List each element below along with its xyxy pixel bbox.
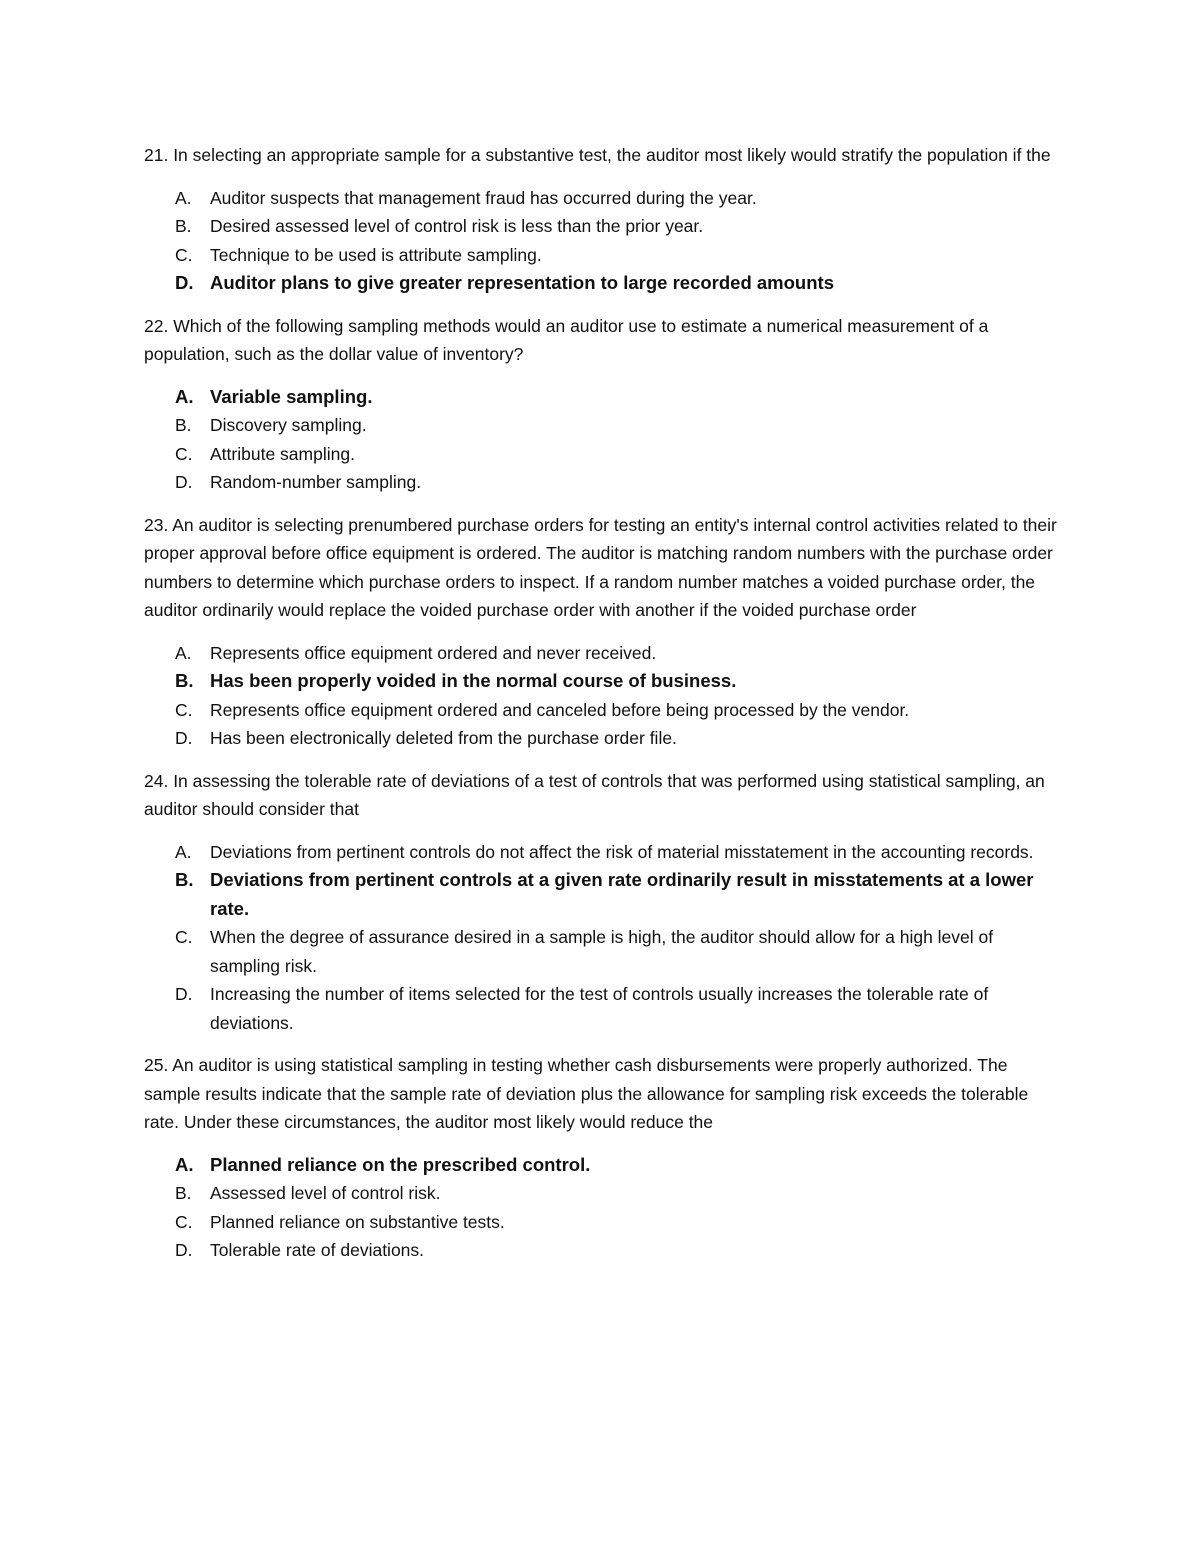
answer-option	[144, 696, 1064, 725]
answer-option	[144, 1236, 1064, 1265]
question-25	[144, 1051, 1064, 1265]
option-text: Variable sampling.	[210, 385, 373, 407]
answer-option	[144, 1208, 1064, 1237]
answer-option	[144, 1151, 1064, 1180]
option-letter: A.	[175, 187, 192, 208]
question-24	[144, 767, 1064, 1038]
answer-option	[144, 866, 1064, 923]
option-letter: A.	[175, 642, 192, 663]
option-text: Increasing the number of items selected for the test of controls usually increases the tolerable rate of deviations.	[210, 984, 989, 1033]
option-text: Planned reliance on the prescribed control.	[210, 1153, 591, 1175]
question-stem: 24. In assessing the tolerable rate of deviations of a test of controls that was performed using statistical sampling, an auditor should consider that	[144, 770, 1045, 819]
option-text: Technique to be used is attribute sampling.	[210, 244, 542, 265]
option-text: Has been electronically deleted from the purchase order file.	[210, 728, 677, 748]
option-letter: D.	[175, 272, 194, 293]
option-text: Deviations from pertinent controls do not affect the risk of material misstatement in the accounting records.	[210, 841, 1034, 862]
question-list	[144, 141, 1064, 1279]
answer-option	[144, 724, 1064, 753]
answer-options	[144, 639, 1064, 753]
answer-options	[144, 1151, 1064, 1265]
answer-option	[144, 980, 1064, 1037]
option-text: Auditor suspects that management fraud has occurred during the year.	[210, 187, 757, 208]
option-text: Represents office equipment ordered and canceled before being processed by the vendor.	[210, 699, 910, 720]
question-21	[144, 141, 1064, 298]
answer-options	[144, 383, 1064, 497]
question-stem: 25. An auditor is using statistical sampling in testing whether cash disbursements were properly authorized. The sample results indicate that the sample rate of deviation plus the allowance for sampling risk exceeds the tolerable rate. Under these circumstances, the auditor most likely would reduce the	[144, 1055, 1029, 1132]
option-text: Planned reliance on substantive tests.	[210, 1211, 505, 1232]
option-text: Desired assessed level of control risk is less than the prior year.	[210, 216, 704, 236]
question-22	[144, 312, 1064, 497]
option-letter: C.	[175, 699, 193, 720]
option-letter: B.	[175, 216, 192, 236]
answer-options	[144, 184, 1064, 298]
question-stem: 21. In selecting an appropriate sample for a substantive test, the auditor most likely would stratify the population if the	[144, 145, 1051, 165]
answer-option	[144, 241, 1064, 270]
question-stem: 22. Which of the following sampling methods would an auditor use to estimate a numerical measurement of a population, such as the dollar value of inventory?	[144, 315, 989, 364]
option-letter: B.	[175, 1183, 192, 1203]
answer-option	[144, 1179, 1064, 1208]
option-letter: D.	[175, 1240, 193, 1260]
option-text: When the degree of assurance desired in a sample is high, the auditor should allow for a high level of sampling risk.	[210, 927, 994, 976]
option-text: Deviations from pertinent controls at a given rate ordinarily result in misstatements at a lower rate.	[210, 869, 1034, 919]
option-letter: C.	[175, 1211, 193, 1232]
option-letter: C.	[175, 244, 193, 265]
option-text: Attribute sampling.	[210, 443, 355, 464]
answer-option	[144, 838, 1064, 867]
option-letter: D.	[175, 472, 193, 492]
option-letter: C.	[175, 927, 193, 947]
option-letter: A.	[175, 1153, 194, 1175]
option-text: Has been properly voided in the normal course of business.	[210, 670, 737, 691]
option-letter: B.	[175, 415, 192, 435]
question-23	[144, 511, 1064, 753]
answer-options	[144, 838, 1064, 1038]
option-text: Random-number sampling.	[210, 472, 422, 492]
option-text: Auditor plans to give greater representation to large recorded amounts	[210, 272, 834, 293]
option-text: Discovery sampling.	[210, 415, 367, 435]
option-letter: B.	[175, 869, 194, 890]
answer-option	[144, 184, 1064, 213]
answer-option	[144, 411, 1064, 440]
answer-option	[144, 639, 1064, 668]
answer-option	[144, 923, 1064, 980]
option-letter: A.	[175, 385, 194, 407]
option-text: Assessed level of control risk.	[210, 1183, 441, 1203]
option-letter: C.	[175, 443, 193, 464]
option-text: Represents office equipment ordered and never received.	[210, 642, 657, 663]
answer-option	[144, 468, 1064, 497]
option-letter: D.	[175, 984, 193, 1004]
answer-option	[144, 383, 1064, 412]
option-letter: D.	[175, 728, 193, 748]
answer-option	[144, 667, 1064, 696]
option-letter: B.	[175, 670, 194, 691]
option-text: Tolerable rate of deviations.	[210, 1240, 425, 1260]
question-stem: 23. An auditor is selecting prenumbered purchase orders for testing an entity's internal control activities related to their proper approval before office equipment is ordered. The auditor is matching random numbers with the purchase order numbers to determine which purchase orders to inspect. If a random number matches a voided purchase order, the auditor ordinarily would replace the voided purchase order with another if the voided purchase order	[144, 514, 1057, 620]
option-letter: A.	[175, 841, 192, 862]
answer-option	[144, 440, 1064, 469]
answer-option	[144, 212, 1064, 241]
answer-option	[144, 269, 1064, 298]
